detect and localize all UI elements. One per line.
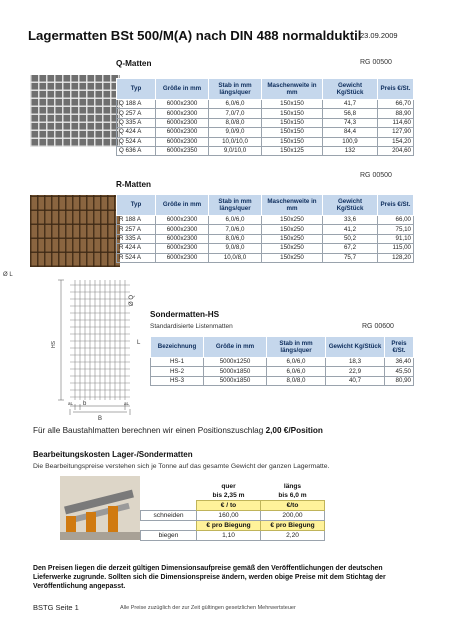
table-cell: 150x150 bbox=[262, 109, 323, 118]
col-header: Preis €/St. bbox=[385, 337, 414, 358]
table-cell: 150x250 bbox=[262, 234, 323, 243]
footer-text: Den Preisen liegen die derzeit gültigen Dimensionsaufpreise gemäß den Veröffentlichungen der deutschen Lieferwerke zugrunde. Sollten sich die Dimensionspreise ändern, werden obige Preise mit dem Stichtag der Veröffentlichung angepasst. bbox=[33, 565, 386, 591]
col-header: Größe in mm bbox=[156, 195, 209, 216]
table-cell: HS-3 bbox=[151, 376, 204, 385]
table-cell: 6000x2300 bbox=[156, 137, 209, 146]
table-cell: R 335 A bbox=[117, 234, 156, 243]
table-cell: 6000x2300 bbox=[156, 100, 209, 109]
table-cell: 9,0/9,0 bbox=[209, 128, 262, 137]
table-cell: 150x250 bbox=[262, 216, 323, 225]
table-cell: 5000x1850 bbox=[204, 376, 267, 385]
table-row bbox=[117, 253, 414, 262]
col-header: Größe in mm bbox=[156, 79, 209, 100]
table-cell: R 257 A bbox=[117, 225, 156, 234]
col-header: Größe in mm bbox=[204, 337, 267, 358]
q-matten-title: Q-Matten bbox=[116, 59, 152, 68]
table-cell: 6,0/6,0 bbox=[267, 358, 326, 367]
table-cell: 128,20 bbox=[378, 253, 414, 262]
table-cell: 150x250 bbox=[262, 244, 323, 253]
table-cell: 7,0/7,0 bbox=[209, 109, 262, 118]
table-cell: Q 524 A bbox=[117, 137, 156, 146]
table-cell: 80,90 bbox=[385, 376, 414, 385]
machine-photo bbox=[60, 476, 140, 540]
table-row bbox=[117, 234, 414, 243]
table-cell: 56,8 bbox=[323, 109, 378, 118]
position-surcharge-note bbox=[33, 426, 323, 435]
table-cell: 9,0/10,0 bbox=[209, 146, 262, 155]
schneiden-laengs: 200,00 bbox=[261, 511, 325, 521]
table-cell: 5000x1850 bbox=[204, 367, 267, 376]
note-highlight: 2,00 €/Position bbox=[265, 426, 323, 435]
q-matten-photo bbox=[30, 75, 120, 147]
table-cell: 41,7 bbox=[323, 100, 378, 109]
col-header: Gewicht Kg/Stück bbox=[323, 195, 378, 216]
page-number: BSTG Seite 1 bbox=[33, 603, 79, 612]
table-cell: 41,2 bbox=[323, 225, 378, 234]
table-cell: 9,0/8,0 bbox=[209, 244, 262, 253]
table-cell: 6000x2300 bbox=[156, 109, 209, 118]
r-matten-photo bbox=[30, 195, 120, 267]
col-header: Bezeichnung bbox=[151, 337, 204, 358]
table-cell: Q 636 A bbox=[117, 146, 156, 155]
col-header: Stab in mm längs/quer bbox=[209, 195, 262, 216]
sonder-title: Sondermatten-HS bbox=[150, 310, 220, 319]
table-cell: Q 188 A bbox=[117, 100, 156, 109]
table-cell: HS-1 bbox=[151, 358, 204, 367]
table-cell: 45,50 bbox=[385, 367, 414, 376]
unit-laengs-to: €/to bbox=[261, 501, 325, 511]
table-cell: 150x125 bbox=[262, 146, 323, 155]
biegen-laengs: 2,20 bbox=[261, 531, 325, 541]
sonder-subtitle: Standardisierte Listenmatten bbox=[150, 323, 233, 330]
table-cell: 6000x2300 bbox=[156, 244, 209, 253]
table-row bbox=[117, 137, 414, 146]
col-quer-sub: bis 2,35 m bbox=[212, 492, 245, 499]
table-cell: 6000x2350 bbox=[156, 146, 209, 155]
label-l: L bbox=[137, 340, 141, 346]
table-cell: 6000x2300 bbox=[156, 225, 209, 234]
unit-laengs-biegung: € pro Biegung bbox=[261, 521, 325, 531]
col-header: Typ bbox=[117, 79, 156, 100]
table-cell: 40,7 bbox=[326, 376, 385, 385]
table-cell: 6000x2300 bbox=[156, 253, 209, 262]
col-header: Gewicht Kg/Stück bbox=[323, 79, 378, 100]
table-row bbox=[117, 128, 414, 137]
label-al-right: aL bbox=[124, 401, 130, 406]
col-laengs-sub: bis 6,0 m bbox=[278, 492, 307, 499]
bearbeitung-description: Die Bearbeitungspreise verstehen sich je Tonne auf das gesamte Gewicht der ganzen Lagermatte. bbox=[33, 463, 330, 470]
col-header: Preis €/St. bbox=[378, 79, 414, 100]
table-cell: 66,70 bbox=[378, 100, 414, 109]
table-cell: 66,00 bbox=[378, 216, 414, 225]
table-cell: 67,2 bbox=[323, 244, 378, 253]
table-cell: R 424 A bbox=[117, 244, 156, 253]
table-cell: 115,00 bbox=[378, 244, 414, 253]
label-dq: Ø Q bbox=[129, 294, 135, 306]
table-row bbox=[151, 367, 414, 376]
table-cell: 6,0/6,0 bbox=[209, 100, 262, 109]
label-bl: b bbox=[83, 401, 87, 407]
label-b: B bbox=[98, 416, 103, 422]
col-header: Stab in mm längs/quer bbox=[267, 337, 326, 358]
table-row bbox=[151, 376, 414, 385]
biegen-quer: 1,10 bbox=[197, 531, 261, 541]
table-row bbox=[117, 225, 414, 234]
table-cell: 18,3 bbox=[326, 358, 385, 367]
table-cell: HS-2 bbox=[151, 367, 204, 376]
table-cell: 127,90 bbox=[378, 128, 414, 137]
table-cell: 5000x1250 bbox=[204, 358, 267, 367]
row-label-biegen: biegen bbox=[141, 531, 197, 541]
table-cell: 91,10 bbox=[378, 234, 414, 243]
table-row bbox=[117, 216, 414, 225]
table-cell: 75,10 bbox=[378, 225, 414, 234]
table-row bbox=[117, 109, 414, 118]
table-cell: 150x150 bbox=[262, 118, 323, 127]
table-cell: R 524 A bbox=[117, 253, 156, 262]
label-dl: Ø L bbox=[3, 272, 13, 278]
table-cell: 150x250 bbox=[262, 253, 323, 262]
table-row bbox=[117, 118, 414, 127]
note-text: Für alle Baustahlmatten berechnen wir einen Positionszuschlag bbox=[33, 426, 264, 435]
table-cell: 204,60 bbox=[378, 146, 414, 155]
table-cell: 132 bbox=[323, 146, 378, 155]
table-cell: 150x150 bbox=[262, 128, 323, 137]
table-cell: 36,40 bbox=[385, 358, 414, 367]
r-matten-table bbox=[116, 194, 414, 263]
table-cell: 33,6 bbox=[323, 216, 378, 225]
sonder-table bbox=[150, 336, 414, 386]
table-cell: R 188 A bbox=[117, 216, 156, 225]
table-cell: 84,4 bbox=[323, 128, 378, 137]
table-cell: 6000x2300 bbox=[156, 118, 209, 127]
col-laengs: längs bbox=[283, 483, 302, 490]
q-matten-rg: RG 00500 bbox=[360, 59, 392, 66]
col-header: Typ bbox=[117, 195, 156, 216]
vat-disclaimer: Alle Preise zuzüglich der zur Zeit gültingen gesetzlichen Mehrwertsteuer bbox=[120, 605, 296, 611]
table-cell: 8,0/6,0 bbox=[209, 234, 262, 243]
col-header: Maschenweite in mm bbox=[262, 79, 323, 100]
r-matten-title: R-Matten bbox=[116, 180, 152, 189]
table-cell: 22,9 bbox=[326, 367, 385, 376]
document-date: 23.09.2009 bbox=[360, 31, 398, 40]
table-cell: 50,2 bbox=[323, 234, 378, 243]
table-cell: 150x250 bbox=[262, 225, 323, 234]
mat-diagram bbox=[3, 270, 145, 422]
bearbeitung-title: Bearbeitungskosten Lager-/Sondermatten bbox=[33, 450, 193, 459]
bearbeitung-table bbox=[140, 482, 325, 541]
table-cell: 6000x2300 bbox=[156, 128, 209, 137]
schneiden-quer: 160,00 bbox=[197, 511, 261, 521]
table-cell: Q 335 A bbox=[117, 118, 156, 127]
table-cell: 74,3 bbox=[323, 118, 378, 127]
table-cell: 6000x2300 bbox=[156, 216, 209, 225]
label-hs: HS bbox=[51, 341, 57, 348]
page-title: Lagermatten BSt 500/M(A) nach DIN 488 normalduktil bbox=[28, 28, 362, 43]
label-al-left: aL bbox=[68, 401, 74, 406]
table-cell: Q 424 A bbox=[117, 128, 156, 137]
col-header: Stab in mm längs/quer bbox=[209, 79, 262, 100]
table-cell: 6,0/6,0 bbox=[267, 367, 326, 376]
table-cell: 150x150 bbox=[262, 137, 323, 146]
col-header: Preis €/St. bbox=[378, 195, 414, 216]
unit-quer-biegung: € pro Biegung bbox=[197, 521, 261, 531]
table-cell: Q 257 A bbox=[117, 109, 156, 118]
table-cell: 154,20 bbox=[378, 137, 414, 146]
table-cell: 114,60 bbox=[378, 118, 414, 127]
table-row bbox=[151, 358, 414, 367]
col-quer: quer bbox=[221, 483, 236, 490]
table-cell: 10,0/8,0 bbox=[209, 253, 262, 262]
table-cell: 8,0/8,0 bbox=[267, 376, 326, 385]
table-cell: 100,9 bbox=[323, 137, 378, 146]
table-row bbox=[117, 146, 414, 155]
table-cell: 88,90 bbox=[378, 109, 414, 118]
table-cell: 7,0/6,0 bbox=[209, 225, 262, 234]
table-cell: 150x150 bbox=[262, 100, 323, 109]
table-cell: 8,0/8,0 bbox=[209, 118, 262, 127]
table-row bbox=[117, 244, 414, 253]
sonder-rg: RG 00600 bbox=[362, 323, 394, 330]
table-cell: 6000x2300 bbox=[156, 234, 209, 243]
q-matten-table bbox=[116, 78, 414, 156]
table-cell: 10,0/10,0 bbox=[209, 137, 262, 146]
r-matten-rg: RG 00500 bbox=[360, 172, 392, 179]
table-row bbox=[117, 100, 414, 109]
unit-quer-to: € / to bbox=[197, 501, 261, 511]
table-cell: 6,0/6,0 bbox=[209, 216, 262, 225]
row-label-schneiden: schneiden bbox=[141, 511, 197, 521]
col-header: Gewicht Kg/Stück bbox=[326, 337, 385, 358]
table-cell: 75,7 bbox=[323, 253, 378, 262]
col-header: Maschenweite in mm bbox=[262, 195, 323, 216]
